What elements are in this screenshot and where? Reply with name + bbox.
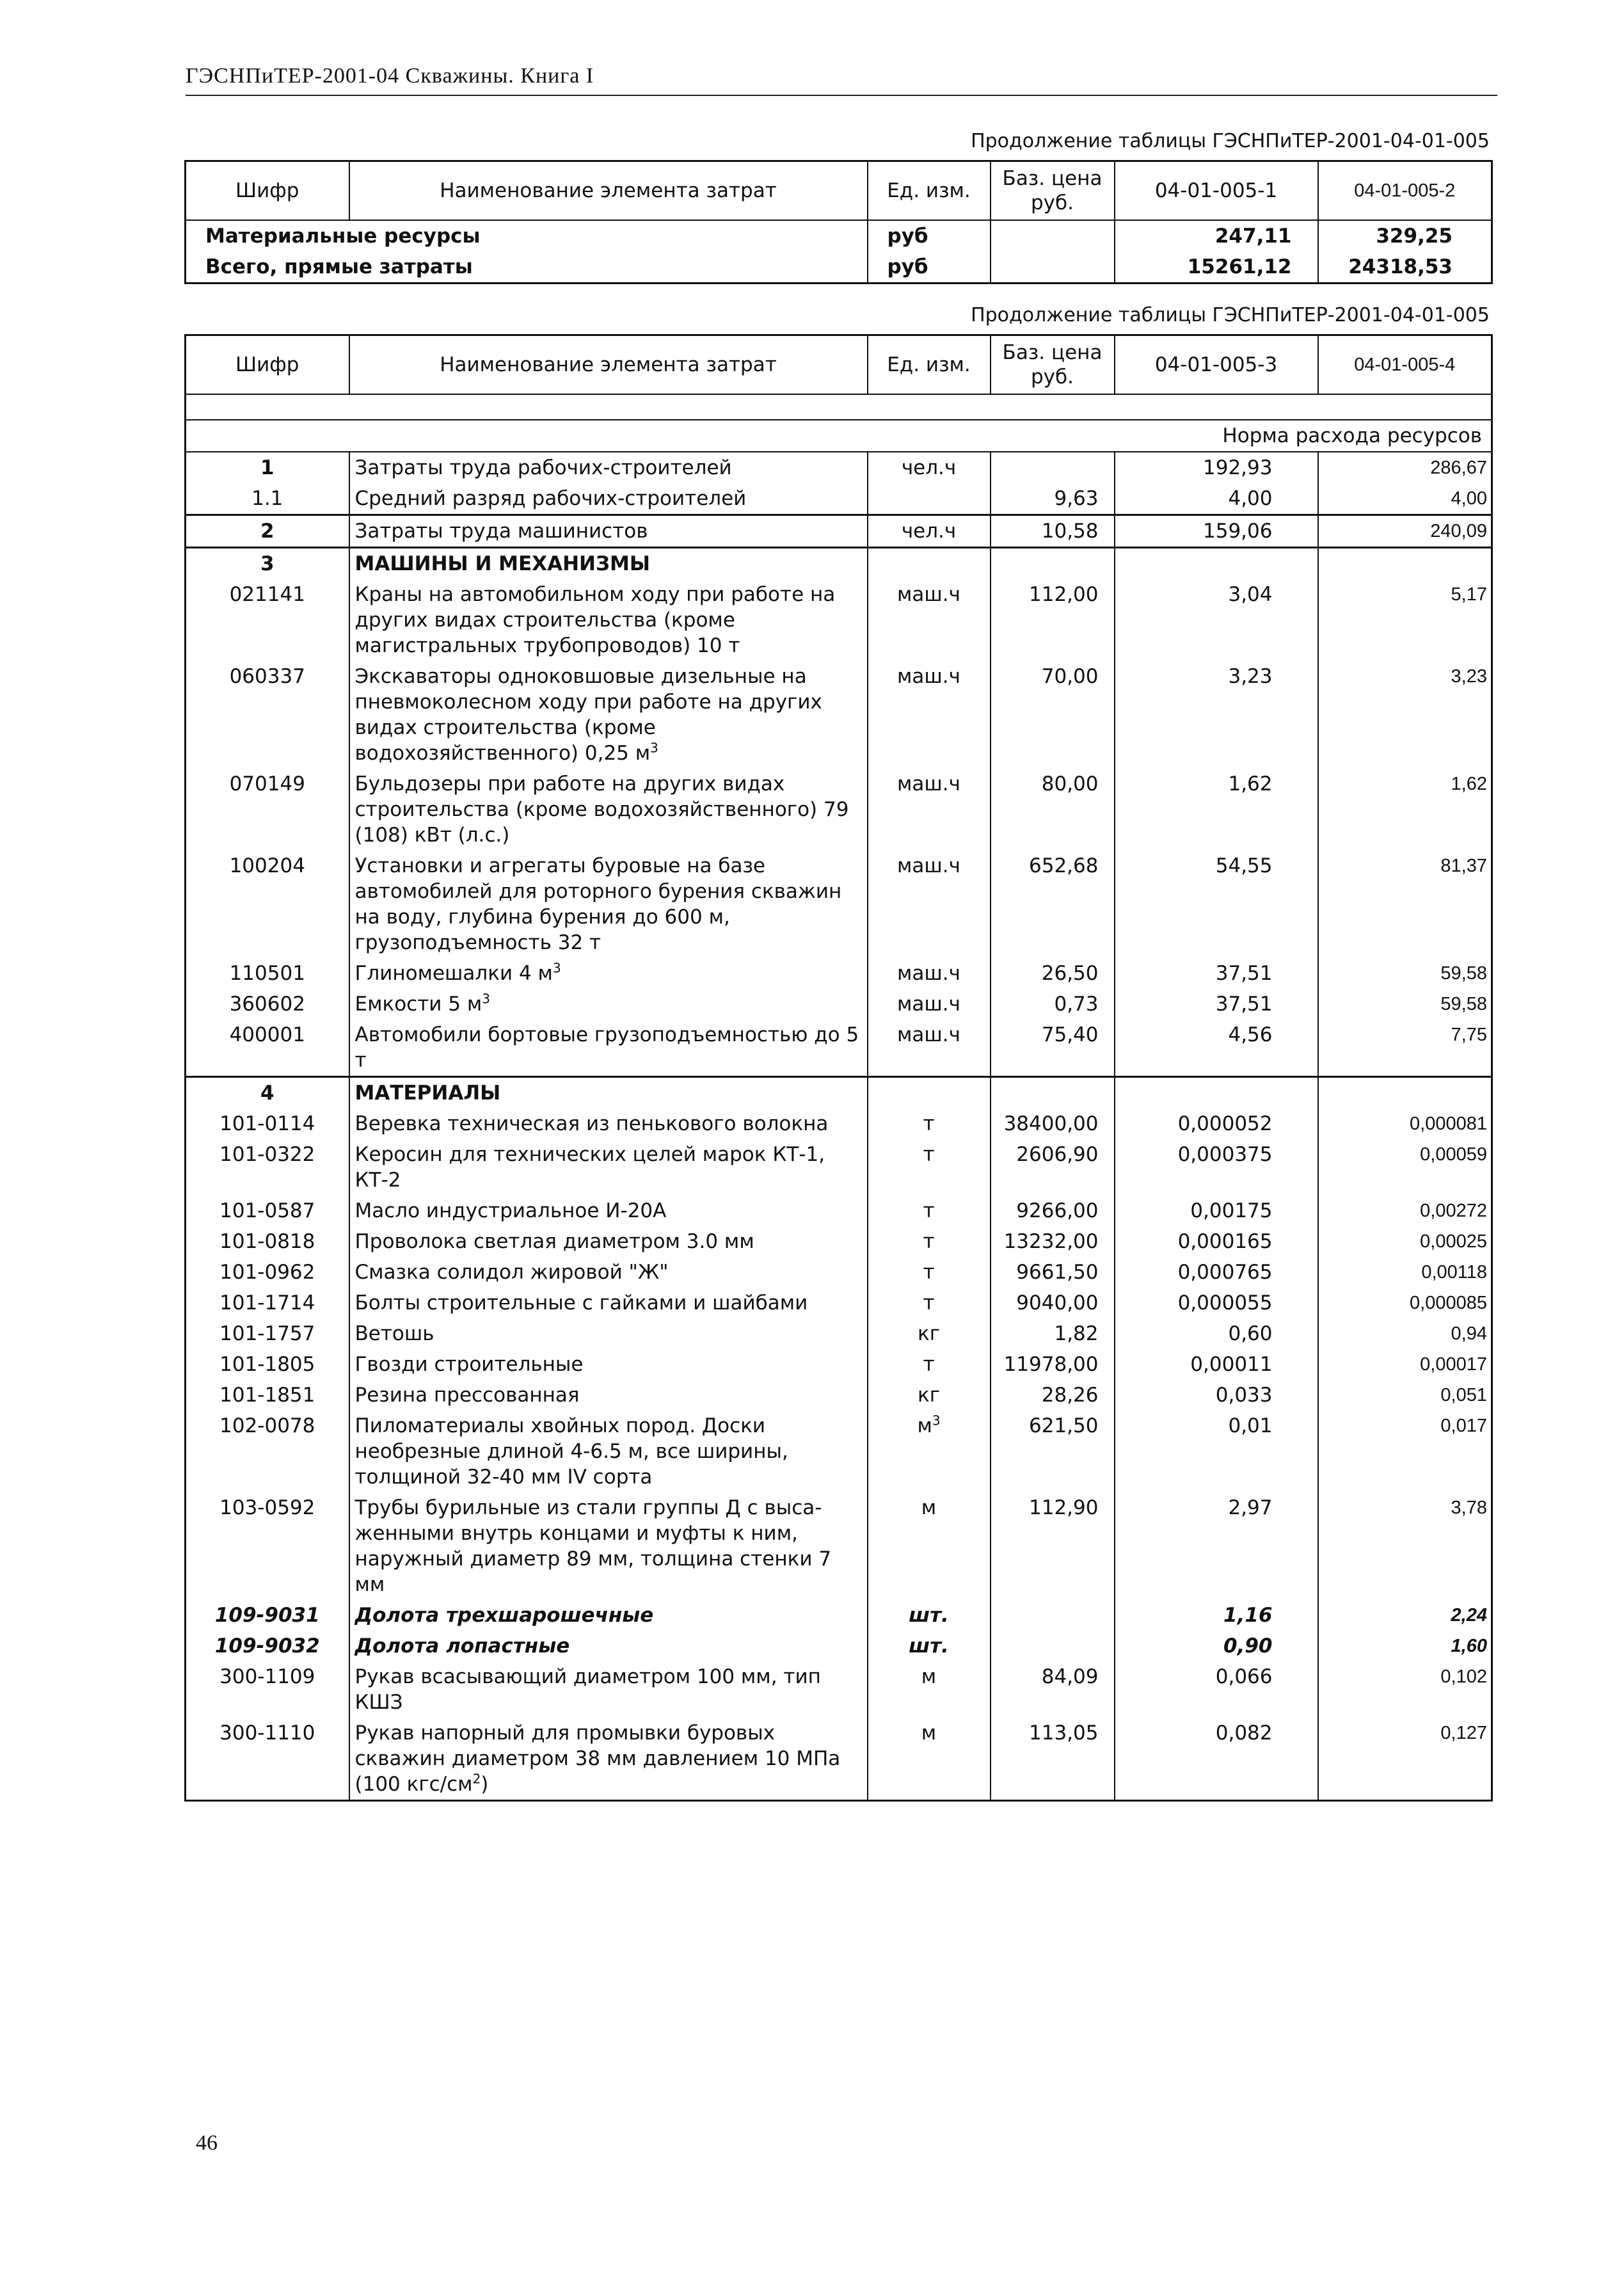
row-price	[991, 1077, 1115, 1109]
row-value-4: 0,00025	[1318, 1226, 1492, 1257]
row-value-3: 37,51	[1115, 958, 1318, 989]
row-value-4: 0,102	[1318, 1661, 1492, 1718]
row-unit	[868, 1411, 991, 1492]
row-name	[349, 1318, 868, 1349]
row-name	[349, 661, 868, 769]
table2-row	[186, 989, 1492, 1019]
running-header: ГЭСНПиТЕР-2001-04 Скважины. Книга I	[186, 64, 594, 88]
row-unit	[868, 1288, 991, 1318]
col-code-header: Шифр	[186, 335, 349, 395]
row-value-3: 0,00175	[1115, 1195, 1318, 1226]
table2-body	[186, 452, 1492, 1801]
row-code: 101-1805	[219, 1353, 315, 1376]
row-name-text: Экскаваторы одноковшовые дизельные на пневмоколесном ходу при работе на других видах строительства (кроме водохозяйственного) 0,25 м	[354, 665, 822, 765]
col-price-header: Баз. цена руб.	[991, 335, 1115, 395]
row-unit	[868, 1019, 991, 1077]
row-value-4: 0,94	[1318, 1318, 1492, 1349]
row-price: 84,09	[991, 1661, 1115, 1718]
row-name	[349, 1411, 868, 1492]
table2-row	[186, 1318, 1492, 1349]
row-value-4: 0,051	[1318, 1380, 1492, 1411]
table2-row	[186, 661, 1492, 769]
row-unit: руб	[868, 252, 991, 284]
row-price	[991, 252, 1115, 284]
row-unit-text: м	[921, 1722, 937, 1745]
row-unit	[868, 579, 991, 661]
row-name-text: Установки и агрегаты буровые на базе автомобилей для роторного бурения скважин на воду, глубина бурения до 600 м, грузоподъемность 32 т	[354, 854, 842, 954]
row-value-4: 0,00272	[1318, 1195, 1492, 1226]
unit-superscript: 3	[932, 1412, 941, 1428]
row-name-text: МАШИНЫ И МЕХАНИЗМЫ	[354, 552, 650, 575]
table1-header-row	[186, 161, 1492, 221]
table2-row	[186, 1288, 1492, 1318]
col-c1-header: 04-01-005-1	[1115, 161, 1318, 221]
row-unit-text: шт.	[909, 1604, 949, 1627]
table2-row	[186, 1411, 1492, 1492]
row-code: 101-0587	[219, 1199, 315, 1222]
row-unit	[868, 483, 991, 515]
row-code: 101-0322	[219, 1143, 315, 1166]
row-code: 109-9032	[214, 1635, 320, 1658]
row-value-3: 3,04	[1115, 579, 1318, 661]
row-value-3: 37,51	[1115, 989, 1318, 1019]
col-c2-header: 04-01-005-2	[1318, 161, 1492, 221]
row-unit-text: маш.ч	[897, 993, 960, 1016]
table1-row	[186, 252, 1492, 284]
row-name	[349, 515, 868, 548]
row-name-text: Ветошь	[354, 1322, 434, 1345]
table2-row	[186, 1019, 1492, 1077]
table2-row	[186, 1718, 1492, 1801]
row-name-text: Рукав напорный для промывки буровых скважин диаметром 38 мм давлением 10 МПа (100 кгс/см	[354, 1722, 841, 1796]
row-unit-text: т	[923, 1291, 935, 1315]
row-name-text: Долота лопастные	[354, 1635, 570, 1658]
table2-row	[186, 1195, 1492, 1226]
col-unit-header: Ед. изм.	[868, 161, 991, 221]
row-value-4: 1,62	[1318, 769, 1492, 851]
row-price: 80,00	[991, 769, 1115, 851]
row-name	[349, 1349, 868, 1380]
row-code: 3	[186, 548, 349, 580]
row-unit	[868, 1718, 991, 1801]
row-price: 2606,90	[991, 1139, 1115, 1195]
row-unit-text: т	[923, 1353, 935, 1376]
row-value-3: 0,000055	[1115, 1288, 1318, 1318]
row-name	[349, 1077, 868, 1109]
row-code: 4	[186, 1077, 349, 1109]
table1-row	[186, 220, 1492, 252]
row-name	[349, 989, 868, 1019]
row-value-4: 0,127	[1318, 1718, 1492, 1801]
row-value-4: 2,24	[1318, 1600, 1492, 1631]
row-name-text: Веревка техническая из пенькового волокна	[354, 1112, 829, 1135]
row-unit	[868, 1226, 991, 1257]
table2-row	[186, 1600, 1492, 1631]
row-code: 2	[186, 515, 349, 548]
row-value-3: 3,23	[1115, 661, 1318, 769]
row-unit	[868, 548, 991, 580]
table2-row	[186, 769, 1492, 851]
row-unit	[868, 1631, 991, 1661]
row-name-text: Краны на автомобильном ходу при работе на других видах строительства (кроме магистральных трубопроводов) 10 т	[354, 583, 836, 657]
row-name	[349, 1139, 868, 1195]
table2-row	[186, 515, 1492, 548]
table2-header-row	[186, 335, 1492, 395]
row-price: 70,00	[991, 661, 1115, 769]
row-name	[349, 548, 868, 580]
row-unit-text: маш.ч	[897, 583, 960, 606]
row-unit-text: кг	[917, 1384, 940, 1407]
row-value-2: 24318,53	[1318, 252, 1492, 284]
row-unit-text: маш.ч	[897, 665, 960, 688]
table2-row	[186, 1108, 1492, 1139]
row-unit-text: т	[923, 1230, 935, 1253]
table2-row	[186, 1139, 1492, 1195]
row-value-4: 0,00118	[1318, 1257, 1492, 1288]
row-value-3: 1,62	[1115, 769, 1318, 851]
row-value-4: 59,58	[1318, 989, 1492, 1019]
row-name-text: Масло индустриальное И-20А	[354, 1199, 667, 1222]
row-unit-text: маш.ч	[897, 854, 960, 877]
row-code: 110501	[229, 962, 305, 985]
row-unit	[868, 958, 991, 989]
row-unit	[868, 1349, 991, 1380]
row-name-text: Автомобили бортовые грузоподъемностью до 5 т	[354, 1023, 859, 1072]
col-name-header: Наименование элемента затрат	[349, 161, 868, 221]
row-unit	[868, 989, 991, 1019]
row-unit-text: т	[923, 1143, 935, 1166]
row-name	[349, 1257, 868, 1288]
row-price: 75,40	[991, 1019, 1115, 1077]
row-unit-text: маш.ч	[897, 962, 960, 985]
row-code: 400001	[229, 1023, 305, 1046]
row-code: 101-1851	[219, 1384, 315, 1407]
col-code-header: Шифр	[186, 161, 349, 221]
row-price: 0,73	[991, 989, 1115, 1019]
col-name-header: Наименование элемента затрат	[349, 335, 868, 395]
row-value-3: 0,01	[1115, 1411, 1318, 1492]
row-name-text: Керосин для технических целей марок КТ-1, КТ-2	[354, 1143, 825, 1192]
row-name	[349, 1195, 868, 1226]
row-code: 021141	[229, 583, 305, 606]
row-unit-text: м	[917, 1414, 932, 1437]
row-name	[349, 1600, 868, 1631]
row-value-3: 0,000375	[1115, 1139, 1318, 1195]
row-price	[991, 1600, 1115, 1631]
row-price: 28,26	[991, 1380, 1115, 1411]
row-name-text: Глиномешалки 4 м	[354, 962, 553, 985]
row-price: 13232,00	[991, 1226, 1115, 1257]
row-unit	[868, 1195, 991, 1226]
row-price	[991, 548, 1115, 580]
row-code: 060337	[229, 665, 305, 688]
row-value-3: 2,97	[1115, 1492, 1318, 1600]
col-unit-header: Ед. изм.	[868, 335, 991, 395]
norma-caption-row	[186, 420, 1492, 452]
row-code: 101-1757	[219, 1322, 315, 1345]
row-unit	[868, 769, 991, 851]
table1-summary	[184, 160, 1493, 284]
row-name-text: Пиломатериалы хвойных пород. Доски необрезные длиной 4-6.5 м, все ширины, толщиной 32-40 мм IV сорта	[354, 1414, 788, 1489]
row-price: 112,00	[991, 579, 1115, 661]
row-unit-text: чел.ч	[901, 520, 957, 543]
row-value-4: 3,78	[1318, 1492, 1492, 1600]
row-value-3: 192,93	[1115, 452, 1318, 483]
row-name	[349, 579, 868, 661]
row-value-4	[1318, 548, 1492, 580]
row-value-4: 81,37	[1318, 851, 1492, 958]
row-name-text: МАТЕРИАЛЫ	[354, 1082, 501, 1105]
row-price: 26,50	[991, 958, 1115, 989]
row-name	[349, 958, 868, 989]
row-value-1: 15261,12	[1115, 252, 1318, 284]
row-unit	[868, 851, 991, 958]
row-unit-text: маш.ч	[897, 1023, 960, 1046]
row-unit	[868, 1139, 991, 1195]
row-price: 113,05	[991, 1718, 1115, 1801]
page-number: 46	[196, 2131, 218, 2155]
row-name	[349, 1492, 868, 1600]
table1-continuation-caption: Продолжение таблицы ГЭСНПиТЕР-2001-04-01-005	[971, 130, 1490, 152]
row-value-3: 4,56	[1115, 1019, 1318, 1077]
row-value-4: 0,00059	[1318, 1139, 1492, 1195]
row-price	[991, 1631, 1115, 1661]
row-value-4: 5,17	[1318, 579, 1492, 661]
row-unit: руб	[868, 220, 991, 252]
table2-row	[186, 1661, 1492, 1718]
row-name	[349, 1661, 868, 1718]
row-price: 621,50	[991, 1411, 1115, 1492]
row-value-3: 0,066	[1115, 1661, 1318, 1718]
row-price: 9,63	[991, 483, 1115, 515]
row-price: 11978,00	[991, 1349, 1115, 1380]
row-value-4: 1,60	[1318, 1631, 1492, 1661]
table2-row	[186, 958, 1492, 989]
row-name-text: Бульдозеры при работе на других видах строительства (кроме водохозяйственного) 79 (108) кВт (л.с.)	[354, 772, 849, 847]
superscript: 3	[552, 960, 561, 976]
row-name	[349, 1226, 868, 1257]
row-value-3: 54,55	[1115, 851, 1318, 958]
table2-row	[186, 1349, 1492, 1380]
table2-row	[186, 452, 1492, 483]
norma-caption: Норма расхода ресурсов	[186, 420, 1492, 452]
row-code: 1	[260, 456, 275, 479]
superscript: 3	[650, 740, 658, 756]
table2-row	[186, 1380, 1492, 1411]
row-name-text: Болты строительные с гайками и шайбами	[354, 1291, 808, 1315]
table2-row	[186, 483, 1492, 515]
row-name	[349, 1288, 868, 1318]
row-unit	[868, 1318, 991, 1349]
row-value-3: 4,00	[1115, 483, 1318, 515]
row-value-3	[1115, 1077, 1318, 1109]
row-value-4: 3,23	[1318, 661, 1492, 769]
row-name	[349, 452, 868, 483]
row-value-3: 0,000052	[1115, 1108, 1318, 1139]
row-unit	[868, 1257, 991, 1288]
row-name	[349, 1380, 868, 1411]
col-c3-header: 04-01-005-3	[1115, 335, 1318, 395]
row-value-3: 0,60	[1115, 1318, 1318, 1349]
row-unit-text: чел.ч	[901, 456, 957, 479]
row-unit	[868, 1380, 991, 1411]
col-price-header: Баз. цена руб.	[991, 161, 1115, 221]
superscript: 3	[482, 991, 490, 1007]
row-name	[349, 1631, 868, 1661]
table2-continuation-caption: Продолжение таблицы ГЭСНПиТЕР-2001-04-01-005	[971, 304, 1490, 326]
header-rule	[186, 95, 1497, 96]
row-value-3: 0,00011	[1115, 1349, 1318, 1380]
row-value-4: 7,75	[1318, 1019, 1492, 1077]
row-unit-text: кг	[917, 1322, 940, 1345]
row-value-3: 0,082	[1115, 1718, 1318, 1801]
row-name	[349, 1108, 868, 1139]
row-price: 38400,00	[991, 1108, 1115, 1139]
row-code: 101-1714	[219, 1291, 315, 1315]
row-code: 360602	[229, 993, 305, 1016]
row-value-3: 0,033	[1115, 1380, 1318, 1411]
row-name: Материальные ресурсы	[205, 225, 481, 248]
row-name	[349, 1718, 868, 1801]
row-name-text: Проволока светлая диаметром 3.0 мм	[354, 1230, 754, 1253]
row-name-text: Резина прессованная	[354, 1384, 580, 1407]
row-price: 10,58	[991, 515, 1115, 548]
row-unit	[868, 1492, 991, 1600]
row-value-4: 240,09	[1318, 515, 1492, 548]
row-code: 103-0592	[219, 1496, 315, 1519]
row-name-text: Гвозди строительные	[354, 1353, 584, 1376]
row-value-4: 0,017	[1318, 1411, 1492, 1492]
row-value-3: 1,16	[1115, 1600, 1318, 1631]
row-code: 300-1109	[219, 1665, 315, 1688]
row-code: 100204	[229, 854, 305, 877]
row-price: 9661,50	[991, 1257, 1115, 1288]
superscript: 2	[472, 1771, 481, 1787]
table2-row	[186, 851, 1492, 958]
row-value-3: 0,000765	[1115, 1257, 1318, 1288]
row-unit	[868, 452, 991, 483]
row-name-text: Смазка солидол жировой "Ж"	[354, 1261, 669, 1284]
row-unit	[868, 515, 991, 548]
row-name	[349, 851, 868, 958]
row-unit-text: м	[921, 1496, 937, 1519]
row-code: 300-1110	[219, 1722, 315, 1745]
row-name-text: Рукав всасывающий диаметром 100 мм, тип КШЗ	[354, 1665, 821, 1714]
row-name-text: Затраты труда машинистов	[354, 520, 648, 543]
table2-row	[186, 1226, 1492, 1257]
table2-row	[186, 1077, 1492, 1109]
row-value-4: 59,58	[1318, 958, 1492, 989]
row-value-3: 0,000165	[1115, 1226, 1318, 1257]
row-name-text: Затраты труда рабочих-строителей	[354, 456, 732, 479]
row-code: 070149	[229, 772, 305, 795]
table2-row	[186, 1631, 1492, 1661]
row-unit-text: м	[921, 1665, 937, 1688]
row-name-text: Долота трехшарошечные	[354, 1604, 654, 1627]
row-value-4: 4,00	[1318, 483, 1492, 515]
row-code: 101-0962	[219, 1261, 315, 1284]
row-value-4: 0,00017	[1318, 1349, 1492, 1380]
row-unit	[868, 1108, 991, 1139]
table2-resources	[184, 334, 1493, 1802]
col-c4-header: 04-01-005-4	[1318, 335, 1492, 395]
row-unit-text: маш.ч	[897, 772, 960, 795]
row-name-text: Трубы бурильные из стали группы Д с выса-женными внутрь концами и муфты к ним, наружный диаметр 89 мм, толщина стенки 7 мм	[354, 1496, 832, 1596]
row-price: 112,90	[991, 1492, 1115, 1600]
row-unit-text: т	[923, 1261, 935, 1284]
row-name	[349, 1019, 868, 1077]
row-name-text: Средний разряд рабочих-строителей	[354, 487, 747, 510]
row-code: 109-9031	[214, 1604, 320, 1627]
row-value-4: 0,000085	[1318, 1288, 1492, 1318]
row-unit-text: т	[923, 1199, 935, 1222]
row-name	[349, 769, 868, 851]
row-value-4: 0,000081	[1318, 1108, 1492, 1139]
table2-row	[186, 579, 1492, 661]
row-name-text: Емкости 5 м	[354, 993, 482, 1016]
row-price: 652,68	[991, 851, 1115, 958]
row-unit	[868, 1077, 991, 1109]
row-value-1: 247,11	[1115, 220, 1318, 252]
row-name-tail: )	[481, 1773, 489, 1796]
row-unit-text: т	[923, 1112, 935, 1135]
row-unit	[868, 1600, 991, 1631]
row-code: 101-0114	[219, 1112, 315, 1135]
row-value-2: 329,25	[1318, 220, 1492, 252]
row-price: 1,82	[991, 1318, 1115, 1349]
row-unit	[868, 661, 991, 769]
row-value-4	[1318, 1077, 1492, 1109]
table2-row	[186, 1257, 1492, 1288]
row-unit-text: шт.	[909, 1635, 949, 1658]
row-price: 9040,00	[991, 1288, 1115, 1318]
row-name	[349, 483, 868, 515]
row-value-3	[1115, 548, 1318, 580]
row-price: 9266,00	[991, 1195, 1115, 1226]
row-value-3: 0,90	[1115, 1631, 1318, 1661]
table2-row	[186, 1492, 1492, 1600]
row-code: 102-0078	[219, 1414, 315, 1437]
row-unit	[868, 1661, 991, 1718]
row-name: Всего, прямые затраты	[205, 255, 473, 278]
row-code: 1.1	[251, 487, 283, 510]
row-price	[991, 452, 1115, 483]
row-price	[991, 220, 1115, 252]
row-value-3: 159,06	[1115, 515, 1318, 548]
row-code: 101-0818	[219, 1230, 315, 1253]
row-value-4: 286,67	[1318, 452, 1492, 483]
table2-row	[186, 548, 1492, 580]
